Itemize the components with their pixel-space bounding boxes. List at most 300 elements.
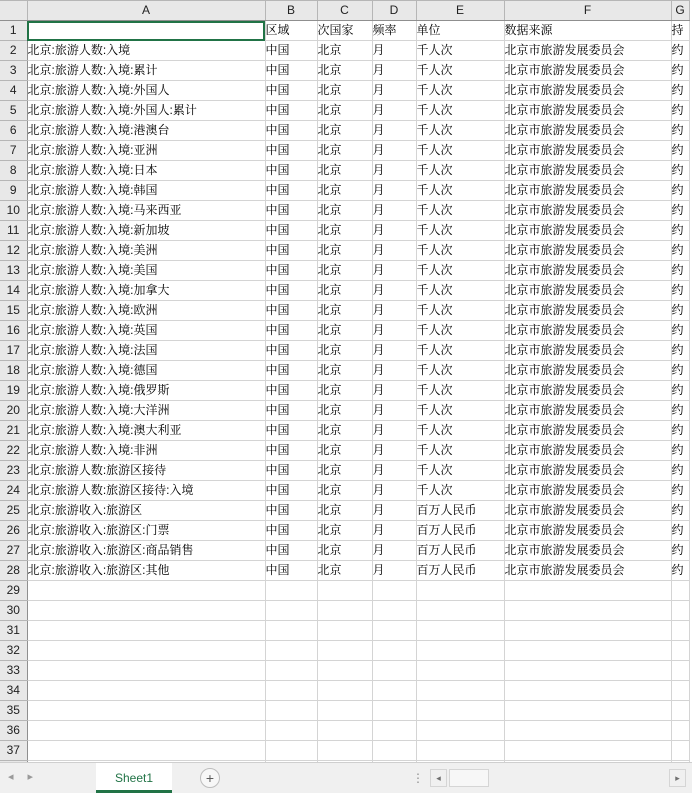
row-header-11[interactable]: 11 [0,221,27,241]
cell-B12[interactable]: 中国 [265,241,317,261]
next-sheet-icon[interactable]: ▸ [27,771,34,783]
sheet-nav-arrows[interactable] [8,769,33,785]
cell-A13[interactable]: 北京:旅游人数:入境:美国 [27,261,265,281]
cell-G1[interactable]: 持 [671,21,689,41]
cell-G5[interactable]: 约 [671,101,689,121]
cell-A28[interactable]: 北京:旅游收入:旅游区:其他 [27,561,265,581]
column-header-g[interactable]: G [671,1,689,21]
cell-D29[interactable] [372,581,416,601]
cell-F9[interactable]: 北京市旅游发展委员会 [504,181,671,201]
table-row[interactable] [0,521,689,541]
row-header-6[interactable]: 6 [0,121,27,141]
cell-C33[interactable] [317,661,372,681]
cell-A3[interactable]: 北京:旅游人数:入境:累计 [27,61,265,81]
cell-D31[interactable] [372,621,416,641]
cell-B14[interactable]: 中国 [265,281,317,301]
table-row[interactable] [0,341,689,361]
cell-B3[interactable]: 中国 [265,61,317,81]
cell-F12[interactable]: 北京市旅游发展委员会 [504,241,671,261]
cell-G37[interactable] [671,741,689,761]
table-row[interactable] [0,421,689,441]
row-header-36[interactable]: 36 [0,721,27,741]
cell-F23[interactable]: 北京市旅游发展委员会 [504,461,671,481]
cell-F11[interactable]: 北京市旅游发展委员会 [504,221,671,241]
cell-D9[interactable]: 月 [372,181,416,201]
table-row[interactable] [0,561,689,581]
cell-G3[interactable]: 约 [671,61,689,81]
cell-E35[interactable] [416,701,504,721]
cell-D17[interactable]: 月 [372,341,416,361]
cell-F14[interactable]: 北京市旅游发展委员会 [504,281,671,301]
table-row[interactable] [0,121,689,141]
cell-G6[interactable]: 约 [671,121,689,141]
cell-G9[interactable]: 约 [671,181,689,201]
row-header-19[interactable]: 19 [0,381,27,401]
cell-F29[interactable] [504,581,671,601]
cell-B32[interactable] [265,641,317,661]
row-header-8[interactable]: 8 [0,161,27,181]
cell-C21[interactable]: 北京 [317,421,372,441]
row-header-12[interactable]: 12 [0,241,27,261]
cell-A37[interactable] [27,741,265,761]
cell-C22[interactable]: 北京 [317,441,372,461]
cell-A6[interactable]: 北京:旅游人数:入境:港澳台 [27,121,265,141]
cell-B9[interactable]: 中国 [265,181,317,201]
cell-B15[interactable]: 中国 [265,301,317,321]
cell-B29[interactable] [265,581,317,601]
cell-D19[interactable]: 月 [372,381,416,401]
table-row[interactable] [0,501,689,521]
cell-C2[interactable]: 北京 [317,41,372,61]
table-row[interactable] [0,681,689,701]
cell-D7[interactable]: 月 [372,141,416,161]
cell-B21[interactable]: 中国 [265,421,317,441]
row-header-22[interactable]: 22 [0,441,27,461]
cell-C16[interactable]: 北京 [317,321,372,341]
table-row[interactable] [0,161,689,181]
cell-F25[interactable]: 北京市旅游发展委员会 [504,501,671,521]
table-row[interactable] [0,581,689,601]
cell-B5[interactable]: 中国 [265,101,317,121]
cell-F3[interactable]: 北京市旅游发展委员会 [504,61,671,81]
cell-C7[interactable]: 北京 [317,141,372,161]
cell-D11[interactable]: 月 [372,221,416,241]
cell-E26[interactable]: 百万人民币 [416,521,504,541]
cell-F4[interactable]: 北京市旅游发展委员会 [504,81,671,101]
cell-C34[interactable] [317,681,372,701]
cell-G19[interactable]: 约 [671,381,689,401]
cell-D26[interactable]: 月 [372,521,416,541]
row-header-7[interactable]: 7 [0,141,27,161]
cell-E36[interactable] [416,721,504,741]
cell-A20[interactable]: 北京:旅游人数:入境:大洋洲 [27,401,265,421]
cell-D2[interactable]: 月 [372,41,416,61]
cell-D10[interactable]: 月 [372,201,416,221]
row-header-20[interactable]: 20 [0,401,27,421]
cell-D20[interactable]: 月 [372,401,416,421]
cell-F6[interactable]: 北京市旅游发展委员会 [504,121,671,141]
cell-B35[interactable] [265,701,317,721]
cell-G10[interactable]: 约 [671,201,689,221]
cell-C20[interactable]: 北京 [317,401,372,421]
cell-E25[interactable]: 百万人民币 [416,501,504,521]
row-header-25[interactable]: 25 [0,501,27,521]
cell-G7[interactable]: 约 [671,141,689,161]
cell-F16[interactable]: 北京市旅游发展委员会 [504,321,671,341]
cell-F28[interactable]: 北京市旅游发展委员会 [504,561,671,581]
row-header-27[interactable]: 27 [0,541,27,561]
sheet-body[interactable] [0,21,689,763]
row-header-5[interactable]: 5 [0,101,27,121]
cell-B8[interactable]: 中国 [265,161,317,181]
table-row[interactable] [0,281,689,301]
table-row[interactable] [0,41,689,61]
column-header-b[interactable]: B [265,1,317,21]
cell-B30[interactable] [265,601,317,621]
cell-G33[interactable] [671,661,689,681]
cell-A2[interactable]: 北京:旅游人数:入境 [27,41,265,61]
table-row[interactable] [0,701,689,721]
cell-D22[interactable]: 月 [372,441,416,461]
cell-E22[interactable]: 千人次 [416,441,504,461]
cell-G26[interactable]: 约 [671,521,689,541]
cell-F8[interactable]: 北京市旅游发展委员会 [504,161,671,181]
cell-A16[interactable]: 北京:旅游人数:入境:英国 [27,321,265,341]
cell-C1[interactable]: 次国家 [317,21,372,41]
cell-G36[interactable] [671,721,689,741]
table-row[interactable] [0,441,689,461]
row-header-35[interactable]: 35 [0,701,27,721]
table-row[interactable] [0,321,689,341]
horizontal-scroll-thumb[interactable] [449,769,489,787]
cell-E7[interactable]: 千人次 [416,141,504,161]
column-header-e[interactable]: E [416,1,504,21]
cell-C23[interactable]: 北京 [317,461,372,481]
table-row[interactable] [0,641,689,661]
cell-C17[interactable]: 北京 [317,341,372,361]
cell-G32[interactable] [671,641,689,661]
cell-B2[interactable]: 中国 [265,41,317,61]
cell-B13[interactable]: 中国 [265,261,317,281]
cell-E33[interactable] [416,661,504,681]
cell-G11[interactable]: 约 [671,221,689,241]
table-row[interactable] [0,221,689,241]
cell-D15[interactable]: 月 [372,301,416,321]
cell-B18[interactable]: 中国 [265,361,317,381]
cell-D37[interactable] [372,741,416,761]
table-row[interactable] [0,241,689,261]
cell-F33[interactable] [504,661,671,681]
row-header-4[interactable]: 4 [0,81,27,101]
cell-C28[interactable]: 北京 [317,561,372,581]
column-header-row[interactable] [0,1,689,21]
cell-B37[interactable] [265,741,317,761]
cell-E13[interactable]: 千人次 [416,261,504,281]
cell-A27[interactable]: 北京:旅游收入:旅游区:商品销售 [27,541,265,561]
cell-D1[interactable]: 频率 [372,21,416,41]
cell-G4[interactable]: 约 [671,81,689,101]
cell-F34[interactable] [504,681,671,701]
cell-A36[interactable] [27,721,265,741]
row-header-3[interactable]: 3 [0,61,27,81]
horizontal-scrollbar[interactable] [430,769,686,787]
cell-E1[interactable]: 单位 [416,21,504,41]
cell-E29[interactable] [416,581,504,601]
cell-F32[interactable] [504,641,671,661]
cell-A34[interactable] [27,681,265,701]
cell-C6[interactable]: 北京 [317,121,372,141]
cell-E4[interactable]: 千人次 [416,81,504,101]
cell-F19[interactable]: 北京市旅游发展委员会 [504,381,671,401]
cell-A22[interactable]: 北京:旅游人数:入境:非洲 [27,441,265,461]
cell-C30[interactable] [317,601,372,621]
cell-D23[interactable]: 月 [372,461,416,481]
cell-E8[interactable]: 千人次 [416,161,504,181]
cell-B23[interactable]: 中国 [265,461,317,481]
table-row[interactable] [0,181,689,201]
cell-A12[interactable]: 北京:旅游人数:入境:美洲 [27,241,265,261]
cell-D32[interactable] [372,641,416,661]
cell-G12[interactable]: 约 [671,241,689,261]
cell-E5[interactable]: 千人次 [416,101,504,121]
cell-G20[interactable]: 约 [671,401,689,421]
cell-D33[interactable] [372,661,416,681]
table-row[interactable] [0,541,689,561]
cell-C31[interactable] [317,621,372,641]
cell-C4[interactable]: 北京 [317,81,372,101]
cell-D30[interactable] [372,601,416,621]
cell-F37[interactable] [504,741,671,761]
cell-G21[interactable]: 约 [671,421,689,441]
cell-E16[interactable]: 千人次 [416,321,504,341]
cell-C36[interactable] [317,721,372,741]
row-header-32[interactable]: 32 [0,641,27,661]
cell-B10[interactable]: 中国 [265,201,317,221]
cell-B36[interactable] [265,721,317,741]
cell-A35[interactable] [27,701,265,721]
cell-E10[interactable]: 千人次 [416,201,504,221]
row-header-23[interactable]: 23 [0,461,27,481]
cell-C18[interactable]: 北京 [317,361,372,381]
cell-D3[interactable]: 月 [372,61,416,81]
cell-C26[interactable]: 北京 [317,521,372,541]
add-sheet-button[interactable]: + [200,768,220,788]
cell-E9[interactable]: 千人次 [416,181,504,201]
cell-D5[interactable]: 月 [372,101,416,121]
cell-G31[interactable] [671,621,689,641]
cell-B34[interactable] [265,681,317,701]
table-row[interactable] [0,261,689,281]
cell-D12[interactable]: 月 [372,241,416,261]
row-header-14[interactable]: 14 [0,281,27,301]
cell-F20[interactable]: 北京市旅游发展委员会 [504,401,671,421]
cell-F21[interactable]: 北京市旅游发展委员会 [504,421,671,441]
cell-B25[interactable]: 中国 [265,501,317,521]
cell-C12[interactable]: 北京 [317,241,372,261]
cell-A19[interactable]: 北京:旅游人数:入境:俄罗斯 [27,381,265,401]
cell-F35[interactable] [504,701,671,721]
table-row[interactable] [0,601,689,621]
cell-A32[interactable] [27,641,265,661]
cell-E19[interactable]: 千人次 [416,381,504,401]
cell-G15[interactable]: 约 [671,301,689,321]
scroll-right-icon[interactable]: ▸ [669,769,686,787]
cell-D34[interactable] [372,681,416,701]
cell-A25[interactable]: 北京:旅游收入:旅游区 [27,501,265,521]
cell-G16[interactable]: 约 [671,321,689,341]
table-row[interactable] [0,141,689,161]
cell-G18[interactable]: 约 [671,361,689,381]
cell-B31[interactable] [265,621,317,641]
cell-C3[interactable]: 北京 [317,61,372,81]
table-row[interactable] [0,81,689,101]
cell-A9[interactable]: 北京:旅游人数:入境:韩国 [27,181,265,201]
cell-B33[interactable] [265,661,317,681]
cell-E23[interactable]: 千人次 [416,461,504,481]
cell-C29[interactable] [317,581,372,601]
cell-F24[interactable]: 北京市旅游发展委员会 [504,481,671,501]
row-header-13[interactable]: 13 [0,261,27,281]
table-row[interactable] [0,401,689,421]
cell-A10[interactable]: 北京:旅游人数:入境:马来西亚 [27,201,265,221]
cell-A21[interactable]: 北京:旅游人数:入境:澳大利亚 [27,421,265,441]
cell-C27[interactable]: 北京 [317,541,372,561]
cell-F7[interactable]: 北京市旅游发展委员会 [504,141,671,161]
row-header-31[interactable]: 31 [0,621,27,641]
cell-A29[interactable] [27,581,265,601]
cell-F27[interactable]: 北京市旅游发展委员会 [504,541,671,561]
cell-G25[interactable]: 约 [671,501,689,521]
cell-A8[interactable]: 北京:旅游人数:入境:日本 [27,161,265,181]
cell-E15[interactable]: 千人次 [416,301,504,321]
cell-G2[interactable]: 约 [671,41,689,61]
row-header-37[interactable]: 37 [0,741,27,761]
cell-D36[interactable] [372,721,416,741]
cell-F10[interactable]: 北京市旅游发展委员会 [504,201,671,221]
cell-B4[interactable]: 中国 [265,81,317,101]
row-header-26[interactable]: 26 [0,521,27,541]
cell-D16[interactable]: 月 [372,321,416,341]
cell-G30[interactable] [671,601,689,621]
cell-A26[interactable]: 北京:旅游收入:旅游区:门票 [27,521,265,541]
cell-C8[interactable]: 北京 [317,161,372,181]
cell-F17[interactable]: 北京市旅游发展委员会 [504,341,671,361]
row-header-15[interactable]: 15 [0,301,27,321]
cell-C24[interactable]: 北京 [317,481,372,501]
cell-C10[interactable]: 北京 [317,201,372,221]
cell-G27[interactable]: 约 [671,541,689,561]
row-header-2[interactable]: 2 [0,41,27,61]
row-header-28[interactable]: 28 [0,561,27,581]
table-row[interactable] [0,741,689,761]
column-header-a[interactable]: A [27,1,265,21]
column-header-f[interactable]: F [504,1,671,21]
table-row[interactable] [0,21,689,41]
table-row[interactable] [0,101,689,121]
row-header-10[interactable]: 10 [0,201,27,221]
cell-C37[interactable] [317,741,372,761]
cell-E3[interactable]: 千人次 [416,61,504,81]
cell-A11[interactable]: 北京:旅游人数:入境:新加坡 [27,221,265,241]
cell-A5[interactable]: 北京:旅游人数:入境:外国人:累计 [27,101,265,121]
cell-A1[interactable] [27,21,265,41]
cell-E31[interactable] [416,621,504,641]
cell-F2[interactable]: 北京市旅游发展委员会 [504,41,671,61]
cell-G8[interactable]: 约 [671,161,689,181]
cell-D24[interactable]: 月 [372,481,416,501]
cell-C35[interactable] [317,701,372,721]
row-header-16[interactable]: 16 [0,321,27,341]
cell-E34[interactable] [416,681,504,701]
cell-E17[interactable]: 千人次 [416,341,504,361]
cell-G22[interactable]: 约 [671,441,689,461]
cell-E28[interactable]: 百万人民币 [416,561,504,581]
cell-A15[interactable]: 北京:旅游人数:入境:欧洲 [27,301,265,321]
cell-B24[interactable]: 中国 [265,481,317,501]
table-row[interactable] [0,61,689,81]
cell-B7[interactable]: 中国 [265,141,317,161]
cell-A23[interactable]: 北京:旅游人数:旅游区接待 [27,461,265,481]
cell-G28[interactable]: 约 [671,561,689,581]
cell-C5[interactable]: 北京 [317,101,372,121]
row-header-30[interactable]: 30 [0,601,27,621]
cell-A14[interactable]: 北京:旅游人数:入境:加拿大 [27,281,265,301]
row-header-9[interactable]: 9 [0,181,27,201]
cell-F22[interactable]: 北京市旅游发展委员会 [504,441,671,461]
cell-C15[interactable]: 北京 [317,301,372,321]
cell-D18[interactable]: 月 [372,361,416,381]
cell-B27[interactable]: 中国 [265,541,317,561]
cell-F31[interactable] [504,621,671,641]
cell-C32[interactable] [317,641,372,661]
cell-E11[interactable]: 千人次 [416,221,504,241]
cell-B20[interactable]: 中国 [265,401,317,421]
cell-C11[interactable]: 北京 [317,221,372,241]
cell-D8[interactable]: 月 [372,161,416,181]
table-row[interactable] [0,481,689,501]
table-row[interactable] [0,721,689,741]
cell-A7[interactable]: 北京:旅游人数:入境:亚洲 [27,141,265,161]
cell-G17[interactable]: 约 [671,341,689,361]
cell-G29[interactable] [671,581,689,601]
cell-D35[interactable] [372,701,416,721]
cell-E32[interactable] [416,641,504,661]
split-handle-icon[interactable]: ⋮ [412,771,425,785]
table-row[interactable] [0,361,689,381]
cell-G24[interactable]: 约 [671,481,689,501]
cell-D14[interactable]: 月 [372,281,416,301]
cell-B22[interactable]: 中国 [265,441,317,461]
cell-E2[interactable]: 千人次 [416,41,504,61]
cell-F5[interactable]: 北京市旅游发展委员会 [504,101,671,121]
row-header-18[interactable]: 18 [0,361,27,381]
cell-C9[interactable]: 北京 [317,181,372,201]
cell-E14[interactable]: 千人次 [416,281,504,301]
column-header-d[interactable]: D [372,1,416,21]
cell-D4[interactable]: 月 [372,81,416,101]
cell-A4[interactable]: 北京:旅游人数:入境:外国人 [27,81,265,101]
cell-C19[interactable]: 北京 [317,381,372,401]
cell-E37[interactable] [416,741,504,761]
cell-B6[interactable]: 中国 [265,121,317,141]
cell-E24[interactable]: 千人次 [416,481,504,501]
cell-F13[interactable]: 北京市旅游发展委员会 [504,261,671,281]
row-header-33[interactable]: 33 [0,661,27,681]
cell-F30[interactable] [504,601,671,621]
cell-B17[interactable]: 中国 [265,341,317,361]
table-row[interactable] [0,301,689,321]
table-row[interactable] [0,661,689,681]
